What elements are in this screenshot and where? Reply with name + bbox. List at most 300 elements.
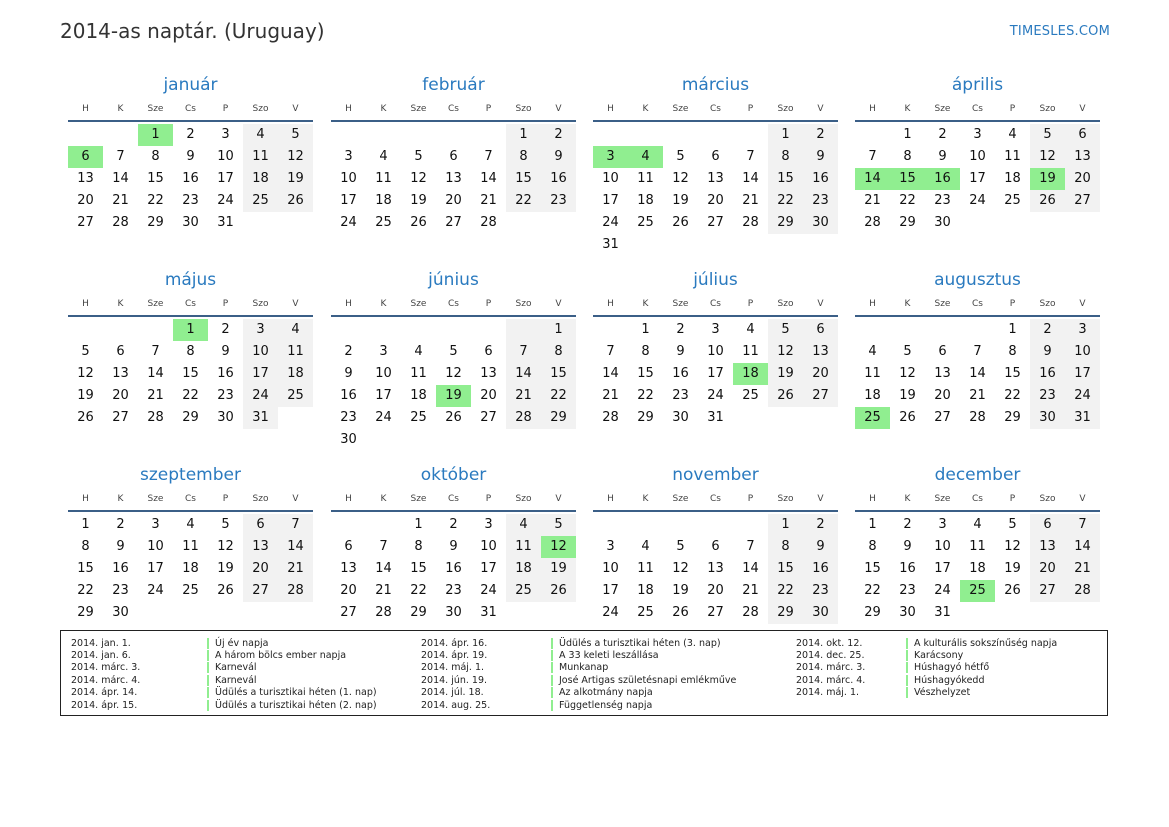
day-cell: 6 (68, 146, 103, 168)
holiday-row (71, 637, 377, 649)
weekday-label: V (1079, 494, 1086, 504)
holiday-row (421, 662, 736, 674)
day-cell: 19 (77, 388, 94, 403)
day-cell: 17 (217, 171, 234, 186)
day-cell: 10 (1065, 341, 1100, 363)
weekday-label: P (485, 494, 492, 504)
empty-cell (698, 124, 733, 146)
empty-cell (628, 514, 663, 536)
holiday-row (796, 662, 1057, 674)
day-cell: 13 (707, 171, 724, 186)
day-cell: 3 (1065, 319, 1100, 341)
day-cell: 24 (969, 193, 986, 208)
holiday-date: 2014. márc. 3. (796, 662, 866, 674)
day-cell: 5 (81, 344, 90, 359)
empty-cell (1065, 212, 1100, 234)
day-cell: 28 (375, 605, 392, 620)
day-cell: 18 (637, 193, 654, 208)
day-cell: 20 (445, 193, 462, 208)
day-cell: 17 (707, 366, 724, 381)
weekday-label: P (222, 299, 229, 309)
day-cell: 10 (602, 171, 619, 186)
day-cell: 9 (186, 149, 195, 164)
day-cell: 7 (278, 514, 313, 536)
day-cell: 15 (890, 168, 925, 190)
day-cell: 10 (217, 149, 234, 164)
day-cell: 20 (707, 193, 724, 208)
empty-cell (138, 319, 173, 341)
day-cell: 15 (506, 168, 541, 190)
day-cell: 19 (541, 558, 576, 580)
day-cell: 30 (803, 212, 838, 234)
day-cell: 24 (375, 410, 392, 425)
day-cell: 31 (480, 605, 497, 620)
day-cell: 20 (1030, 558, 1065, 580)
day-cell: 14 (1065, 536, 1100, 558)
day-cell: 30 (445, 605, 462, 620)
weekday-label: H (345, 299, 352, 309)
holiday-column (421, 637, 736, 711)
month-12 (855, 464, 1100, 624)
day-cell: 1 (541, 319, 576, 341)
weekday-label: P (747, 104, 754, 114)
day-cell: 4 (1008, 127, 1017, 142)
day-cell: 4 (379, 149, 388, 164)
weekday-label: K (642, 299, 649, 309)
empty-cell (331, 514, 366, 536)
day-cell: 18 (1004, 171, 1021, 186)
month-5 (68, 269, 313, 429)
day-cell: 31 (602, 237, 619, 252)
empty-cell (890, 319, 925, 341)
day-cell: 16 (925, 168, 960, 190)
day-cell: 1 (138, 124, 173, 146)
holiday-date: 2014. aug. 25. (421, 699, 491, 711)
weekday-label: P (222, 104, 229, 114)
day-cell: 27 (243, 580, 278, 602)
empty-cell (173, 602, 208, 624)
day-cell: 6 (938, 344, 947, 359)
day-cell: 9 (116, 539, 125, 554)
day-cell: 18 (969, 561, 986, 576)
day-cell: 3 (593, 146, 628, 168)
empty-cell (733, 407, 768, 429)
day-cell: 11 (278, 341, 313, 363)
weekday-label: V (817, 299, 824, 309)
day-cell: 13 (112, 366, 129, 381)
weekday-label: V (817, 104, 824, 114)
day-cell: 11 (182, 539, 199, 554)
day-cell: 21 (969, 388, 986, 403)
day-cell: 23 (672, 388, 689, 403)
day-cell: 12 (410, 171, 427, 186)
day-cell: 1 (1008, 322, 1017, 337)
weekday-label: P (1009, 494, 1016, 504)
day-cell: 4 (641, 539, 650, 554)
day-cell: 15 (410, 561, 427, 576)
weekday-label: Cs (972, 494, 983, 504)
empty-cell (768, 407, 803, 429)
day-cell: 28 (1065, 580, 1100, 602)
day-grid (331, 319, 576, 451)
weekday-label: Cs (448, 104, 459, 114)
day-cell: 22 (637, 388, 654, 403)
day-cell: 7 (379, 539, 388, 554)
day-cell: 14 (147, 366, 164, 381)
day-cell: 14 (506, 363, 541, 385)
day-cell: 2 (186, 127, 195, 142)
holiday-name: Karácsony (906, 650, 963, 661)
day-cell: 8 (186, 344, 195, 359)
day-cell: 16 (340, 388, 357, 403)
day-cell: 3 (973, 127, 982, 142)
day-cell: 17 (602, 583, 619, 598)
holiday-row (71, 649, 377, 661)
day-cell: 23 (445, 583, 462, 598)
day-cell: 13 (77, 171, 94, 186)
day-cell: 23 (899, 583, 916, 598)
month-name: április (951, 75, 1004, 95)
month-divider (68, 510, 313, 512)
day-cell: 13 (445, 171, 462, 186)
empty-cell (208, 602, 243, 624)
empty-cell (436, 319, 471, 341)
day-cell: 9 (803, 146, 838, 168)
day-cell: 26 (410, 215, 427, 230)
day-cell: 30 (112, 605, 129, 620)
empty-cell (1030, 602, 1065, 624)
day-cell: 4 (868, 344, 877, 359)
day-cell: 23 (1030, 385, 1065, 407)
day-cell: 27 (480, 410, 497, 425)
day-cell: 1 (768, 514, 803, 536)
weekday-label: K (904, 494, 911, 504)
weekday-label: V (555, 494, 562, 504)
day-cell: 18 (864, 388, 881, 403)
day-cell: 29 (768, 212, 803, 234)
day-cell: 13 (1030, 536, 1065, 558)
weekday-label: Szo (252, 299, 269, 309)
day-cell: 1 (506, 124, 541, 146)
day-cell: 22 (410, 583, 427, 598)
day-cell: 7 (973, 344, 982, 359)
day-cell: 7 (484, 149, 493, 164)
weekday-label: Sze (934, 494, 951, 504)
day-cell: 8 (641, 344, 650, 359)
day-cell: 3 (606, 539, 615, 554)
day-cell: 6 (1065, 124, 1100, 146)
day-cell: 24 (243, 385, 278, 407)
weekday-label: K (642, 104, 649, 114)
day-cell: 25 (742, 388, 759, 403)
day-cell: 18 (506, 558, 541, 580)
day-cell: 6 (344, 539, 353, 554)
day-cell: 2 (541, 124, 576, 146)
day-cell: 5 (768, 319, 803, 341)
day-cell: 18 (278, 363, 313, 385)
day-cell: 26 (77, 410, 94, 425)
day-cell: 29 (541, 407, 576, 429)
day-cell: 28 (480, 215, 497, 230)
weekday-label: Szo (252, 494, 269, 504)
day-cell: 2 (938, 127, 947, 142)
month-name: augusztus (934, 270, 1021, 290)
weekday-label: Sze (410, 104, 427, 114)
day-grid (855, 124, 1100, 234)
weekday-label: Cs (710, 104, 721, 114)
holiday-row (71, 699, 377, 711)
weekday-label: Cs (972, 299, 983, 309)
day-cell: 8 (768, 146, 803, 168)
day-cell: 16 (899, 561, 916, 576)
day-cell: 11 (637, 171, 654, 186)
brand-link[interactable]: TIMESLES.COM (1009, 24, 1110, 39)
holiday-row (71, 662, 377, 674)
day-cell: 30 (934, 215, 951, 230)
weekday-label: P (222, 494, 229, 504)
day-cell: 7 (1065, 514, 1100, 536)
weekday-label: H (82, 299, 89, 309)
day-cell: 15 (637, 366, 654, 381)
holiday-name: A három bölcs ember napja (207, 650, 346, 661)
empty-cell (471, 319, 506, 341)
weekday-header (331, 297, 576, 311)
day-cell: 2 (903, 517, 912, 532)
empty-cell (436, 429, 471, 451)
day-cell: 9 (903, 539, 912, 554)
day-cell: 11 (969, 539, 986, 554)
day-cell: 1 (903, 127, 912, 142)
day-cell: 3 (344, 149, 353, 164)
day-cell: 17 (602, 193, 619, 208)
day-cell: 21 (375, 583, 392, 598)
day-cell: 12 (541, 536, 576, 558)
weekday-label: V (1079, 104, 1086, 114)
day-cell: 12 (217, 539, 234, 554)
weekday-label: P (747, 299, 754, 309)
empty-cell (436, 124, 471, 146)
day-cell: 4 (278, 319, 313, 341)
day-cell: 11 (742, 344, 759, 359)
weekday-label: Szo (515, 494, 532, 504)
empty-cell (243, 602, 278, 624)
day-cell: 26 (672, 215, 689, 230)
holiday-date: 2014. okt. 12. (796, 637, 863, 649)
day-cell: 30 (803, 602, 838, 624)
day-cell: 12 (768, 341, 803, 363)
day-cell: 24 (602, 605, 619, 620)
day-cell: 12 (672, 171, 689, 186)
holiday-name: Függetlenség napja (551, 700, 652, 711)
day-cell: 8 (506, 146, 541, 168)
holiday-name: A 33 keleti leszállása (551, 650, 659, 661)
day-cell: 20 (934, 388, 951, 403)
month-divider (331, 120, 576, 122)
day-cell: 19 (436, 385, 471, 407)
weekday-label: Szo (777, 494, 794, 504)
day-cell: 13 (480, 366, 497, 381)
day-cell: 13 (707, 561, 724, 576)
day-grid (68, 319, 313, 429)
day-cell: 9 (1030, 341, 1065, 363)
day-cell: 10 (480, 539, 497, 554)
holiday-name: José Artigas születésnapi emlékműve (551, 675, 736, 686)
weekday-label: Sze (147, 104, 164, 114)
month-10 (331, 464, 576, 624)
day-grid (593, 319, 838, 429)
month-divider (593, 120, 838, 122)
holiday-date: 2014. jún. 19. (421, 674, 488, 686)
day-cell: 11 (243, 146, 278, 168)
day-cell: 29 (899, 215, 916, 230)
weekday-label: Szo (515, 299, 532, 309)
weekday-label: H (607, 104, 614, 114)
day-cell: 12 (1004, 539, 1021, 554)
weekday-label: Sze (672, 494, 689, 504)
holiday-date: 2014. jan. 6. (71, 650, 131, 662)
empty-cell (733, 124, 768, 146)
day-cell: 22 (77, 583, 94, 598)
month-7 (593, 269, 838, 429)
weekday-label: Cs (448, 299, 459, 309)
day-cell: 30 (340, 432, 357, 447)
day-cell: 20 (77, 193, 94, 208)
weekday-header (593, 492, 838, 506)
day-cell: 5 (221, 517, 230, 532)
day-cell: 19 (768, 363, 803, 385)
day-cell: 2 (676, 322, 685, 337)
holiday-row (796, 649, 1057, 661)
day-cell: 6 (711, 539, 720, 554)
day-cell: 1 (768, 124, 803, 146)
holiday-name: Üdülés a turisztikai héten (3. nap) (551, 638, 721, 649)
day-cell: 21 (602, 388, 619, 403)
day-cell: 8 (81, 539, 90, 554)
day-cell: 9 (344, 366, 353, 381)
month-3 (593, 74, 838, 256)
day-cell: 2 (803, 514, 838, 536)
day-cell: 21 (147, 388, 164, 403)
day-cell: 22 (506, 190, 541, 212)
day-cell: 28 (742, 605, 759, 620)
day-cell: 23 (182, 193, 199, 208)
empty-cell (698, 234, 733, 256)
day-cell: 3 (243, 319, 278, 341)
day-cell: 24 (1065, 385, 1100, 407)
page-title: 2014-as naptár. (Uruguay) (60, 19, 325, 43)
day-cell: 19 (410, 193, 427, 208)
day-cell: 5 (676, 539, 685, 554)
month-divider (855, 315, 1100, 317)
weekday-label: K (117, 494, 124, 504)
day-cell: 10 (969, 149, 986, 164)
day-cell: 27 (934, 410, 951, 425)
holiday-name: Üdülés a turisztikai héten (1. nap) (207, 687, 377, 698)
day-cell: 7 (746, 539, 755, 554)
day-cell: 14 (742, 171, 759, 186)
month-name: január (163, 75, 218, 95)
day-cell: 24 (934, 583, 951, 598)
holiday-row (796, 687, 1057, 699)
day-cell: 2 (449, 517, 458, 532)
empty-cell (995, 602, 1030, 624)
day-cell: 23 (934, 193, 951, 208)
weekday-label: K (380, 104, 387, 114)
empty-cell (506, 429, 541, 451)
day-cell: 6 (449, 149, 458, 164)
holiday-date: 2014. márc. 4. (796, 674, 866, 686)
day-cell: 27 (707, 605, 724, 620)
day-cell: 23 (541, 190, 576, 212)
day-cell: 8 (151, 149, 160, 164)
day-cell: 1 (173, 319, 208, 341)
weekday-label: Szo (777, 299, 794, 309)
day-cell: 17 (480, 561, 497, 576)
day-cell: 4 (186, 517, 195, 532)
weekday-label: Sze (934, 299, 951, 309)
day-cell: 11 (1004, 149, 1021, 164)
empty-cell (541, 429, 576, 451)
weekday-header (68, 102, 313, 116)
empty-cell (506, 212, 541, 234)
day-cell: 16 (803, 558, 838, 580)
day-cell: 26 (672, 605, 689, 620)
day-cell: 6 (116, 344, 125, 359)
day-cell: 15 (541, 363, 576, 385)
weekday-label: Cs (710, 299, 721, 309)
empty-cell (803, 234, 838, 256)
day-cell: 13 (803, 341, 838, 363)
day-cell: 20 (480, 388, 497, 403)
month-name: május (164, 270, 217, 290)
day-cell: 1 (868, 517, 877, 532)
empty-cell (593, 514, 628, 536)
day-cell: 11 (864, 366, 881, 381)
weekday-label: Cs (710, 494, 721, 504)
day-cell: 19 (899, 388, 916, 403)
day-cell: 5 (1008, 517, 1017, 532)
empty-cell (855, 124, 890, 146)
day-cell: 20 (112, 388, 129, 403)
day-cell: 13 (340, 561, 357, 576)
holiday-list (60, 630, 1108, 716)
day-cell: 22 (864, 583, 881, 598)
day-cell: 10 (340, 171, 357, 186)
day-cell: 24 (217, 193, 234, 208)
day-cell: 11 (637, 561, 654, 576)
month-divider (593, 510, 838, 512)
day-cell: 26 (541, 580, 576, 602)
empty-cell (243, 212, 278, 234)
weekday-label: Szo (1039, 299, 1056, 309)
day-cell: 4 (973, 517, 982, 532)
holiday-row (796, 674, 1057, 686)
empty-cell (366, 124, 401, 146)
month-11 (593, 464, 838, 624)
holiday-date: 2014. márc. 4. (71, 674, 141, 686)
day-cell: 22 (182, 388, 199, 403)
day-cell: 3 (379, 344, 388, 359)
holiday-name: Az alkotmány napja (551, 687, 653, 698)
day-cell: 29 (77, 605, 94, 620)
day-cell: 10 (243, 341, 278, 363)
holiday-row (421, 687, 736, 699)
day-cell: 30 (217, 410, 234, 425)
weekday-label: V (1079, 299, 1086, 309)
weekday-label: K (380, 494, 387, 504)
day-cell: 8 (868, 539, 877, 554)
day-cell: 2 (221, 322, 230, 337)
